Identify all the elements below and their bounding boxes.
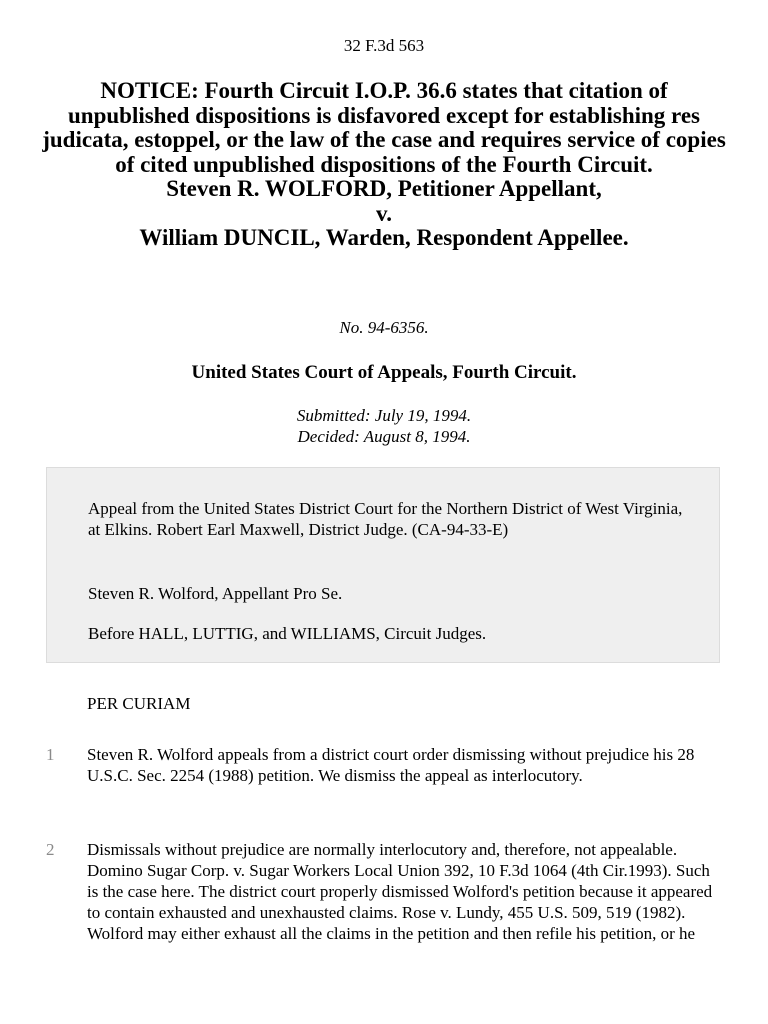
notice-text: NOTICE: Fourth Circuit I.O.P. 36.6 states that citation of unpublished dispositions is disfavored except for establishing res judicata, estoppel, or the law of the case and requires service of copies of cited unpublished dispositions of the Fourth Circuit.: [42, 78, 726, 177]
paragraph-number: 1: [46, 745, 55, 764]
paragraph-number: 2: [46, 840, 55, 859]
versus-label: v.: [376, 200, 392, 226]
paragraph-text: Steven R. Wolford appeals from a district court order dismissing without prejudice his 28 U.S.C. Sec. 2254 (1988) petition. We dismiss the appeal as interlocutory.: [87, 745, 695, 785]
case-citation: 32 F.3d 563: [343, 36, 425, 55]
counsel-text: Steven R. Wolford, Appellant Pro Se.: [88, 584, 343, 603]
appeal-from-text: Appeal from the United States District Court for the Northern District of West Virginia, at Elkins. Robert Earl Maxwell, District Judge. (CA-94-33-E): [88, 499, 683, 539]
case-dates: [0, 405, 768, 447]
respondent-name: William DUNCIL, Warden, Respondent Appellee.: [139, 225, 629, 250]
submitted-date: Submitted: July 19, 1994.: [296, 406, 472, 425]
decided-date: Decided: August 8, 1994.: [297, 427, 471, 446]
panel-text: Before HALL, LUTTIG, and WILLIAMS, Circuit Judges.: [88, 624, 487, 643]
case-summary-box: [46, 467, 720, 663]
petitioner-name: Steven R. WOLFORD, Petitioner Appellant,: [166, 176, 602, 201]
opinion-heading: PER CURIAM: [87, 694, 191, 713]
docket-number: No. 94-6356.: [339, 318, 429, 337]
paragraph-text: Dismissals without prejudice are normally interlocutory and, therefore, not appealable. Domino Sugar Corp. v. Sugar Workers Local Union 392, 10 F.3d 1064 (4th Cir.1993). Such is the case here. The district court properly dismissed Wolford's petition because it appeared to contain exhausted and unexhausted claims. Rose v. Lundy, 455 U.S. 509, 519 (1982). Wolford may either exhaust all the claims in the petition and then refile his petition, or he: [87, 840, 713, 943]
court-name: United States Court of Appeals, Fourth Circuit.: [191, 362, 577, 383]
case-title-block: [40, 79, 728, 251]
